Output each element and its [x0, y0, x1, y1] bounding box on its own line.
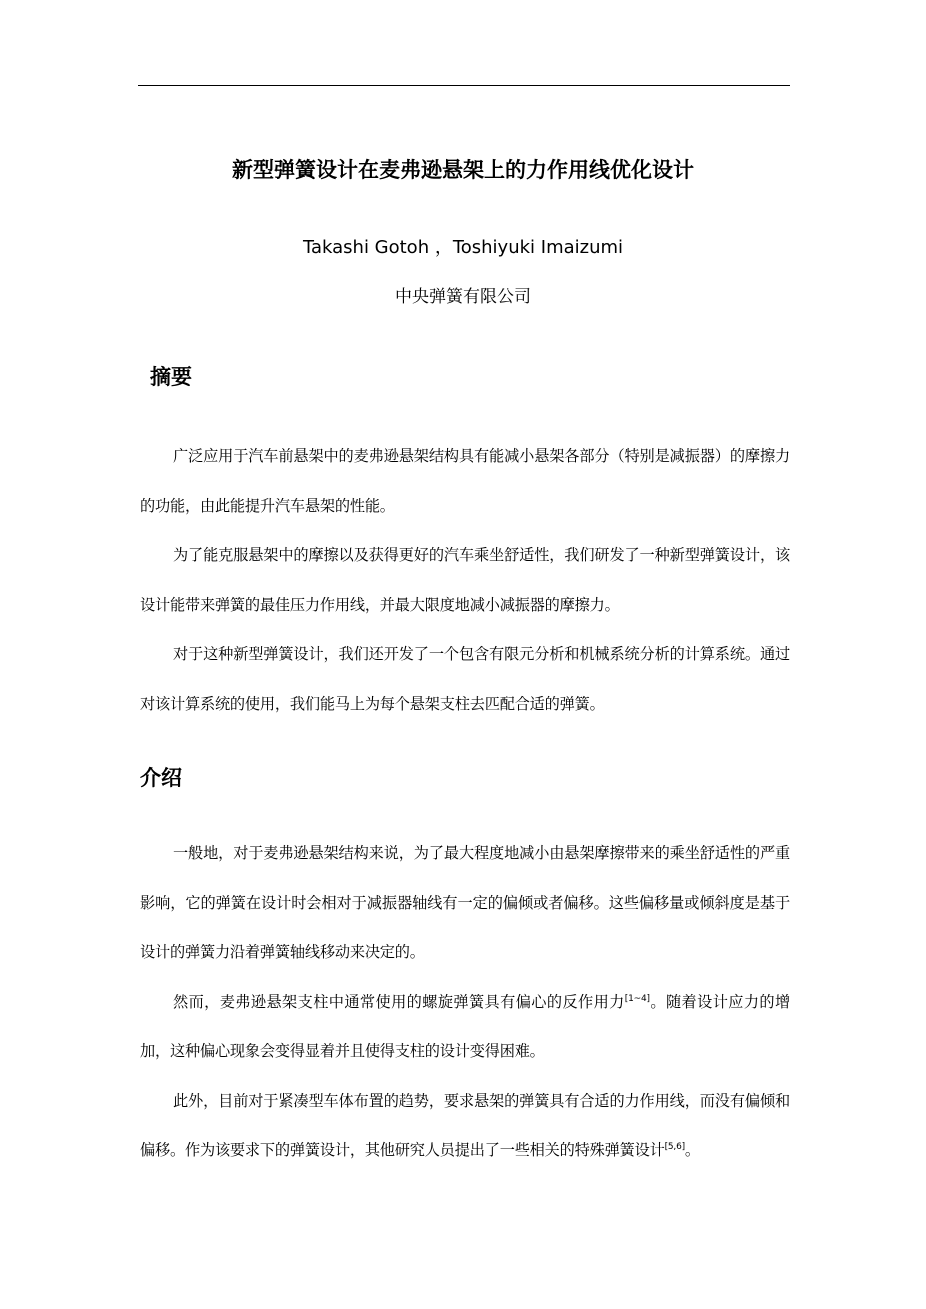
introduction-heading: 介绍	[140, 766, 182, 790]
abstract-heading: 摘要	[150, 365, 192, 389]
author-list: Takashi Gotoh ，Toshiyuki Imaizumi	[302, 237, 624, 258]
paper-title: 新型弹簧设计在麦弗逊悬架上的力作用线优化设计	[232, 158, 694, 182]
citation-ref: [1~4]	[624, 993, 650, 1004]
author-affiliation: 中央弹簧有限公司	[395, 287, 531, 307]
abstract-paragraph: 广泛应用于汽车前悬架中的麦弗逊悬架结构具有能减小悬架各部分（特别是减振器）的摩擦力的功能，由此能提升汽车悬架的性能。	[140, 447, 790, 515]
intro-paragraph	[140, 1077, 790, 1176]
intro-text: 。随着设计应力的增加，这种偏心现象会变得显着并且使得支柱的设计变得困难。	[140, 992, 790, 1060]
abstract-section	[140, 432, 790, 729]
intro-text: 此外，目前对于紧凑型车体布置的趋势，要求悬架的弹簧具有合适的力作用线，而没有偏倾和偏移。作为该要求下的弹簧设计，其他研究人员提出了一些相关的特殊弹簧设计	[140, 1091, 790, 1159]
abstract-paragraph: 为了能克服悬架中的摩擦以及获得更好的汽车乘坐舒适性，我们研发了一种新型弹簧设计，该设计能带来弹簧的最佳压力作用线，并最大限度地减小减振器的摩擦力。	[140, 546, 790, 614]
intro-paragraph	[140, 978, 790, 1077]
header-rule	[138, 85, 790, 86]
intro-text: 然而，麦弗逊悬架支柱中通常使用的螺旋弹簧具有偏心的反作用力	[173, 992, 625, 1011]
introduction-section	[140, 829, 790, 1176]
abstract-paragraph: 对于这种新型弹簧设计，我们还开发了一个包含有限元分析和机械系统分析的计算系统。通过对该计算系统的使用，我们能马上为每个悬架支柱去匹配合适的弹簧。	[140, 645, 790, 713]
intro-paragraph: 一般地，对于麦弗逊悬架结构来说，为了最大程度地减小由悬架摩擦带来的乘坐舒适性的严重影响，它的弹簧在设计时会相对于减振器轴线有一定的偏倾或者偏移。这些偏移量或倾斜度是基于设计的弹簧力沿着弹簧轴线移动来决定的。	[140, 844, 790, 961]
citation-ref: [5,6]	[664, 1141, 685, 1152]
intro-text: 。	[684, 1141, 700, 1159]
